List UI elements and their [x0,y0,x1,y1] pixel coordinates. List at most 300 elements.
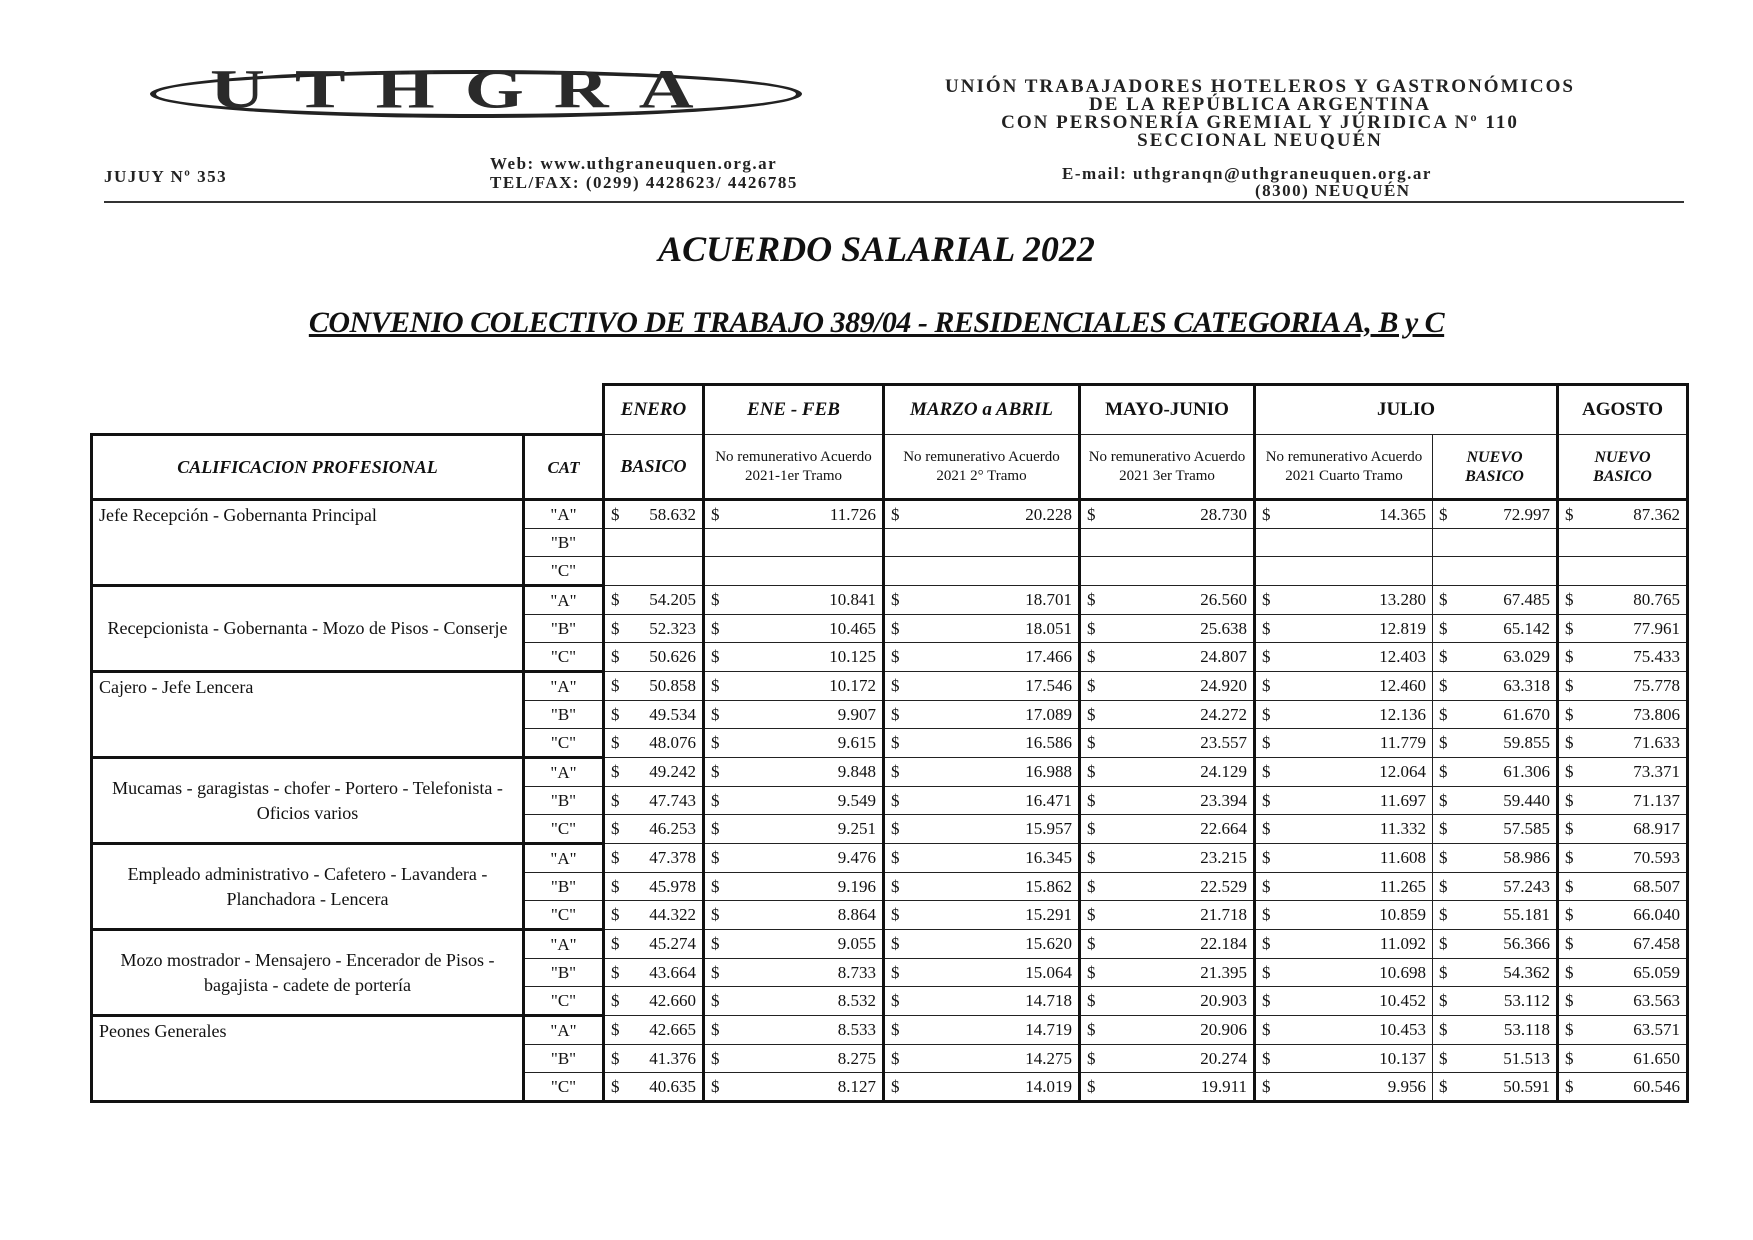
value-cell [604,930,704,959]
value-cell [1080,758,1255,787]
amount: 14.019 [1025,1076,1072,1096]
table-row [92,930,1688,959]
amount: 28.730 [1200,504,1247,524]
value-cell [604,557,704,586]
value-cell [1433,787,1558,815]
currency-symbol: $ [611,733,620,752]
amount: 70.593 [1633,848,1680,867]
amount: 72.997 [1503,504,1550,524]
amount: 42.660 [649,991,696,1010]
value-cell [1080,557,1255,586]
value-cell [604,901,704,930]
amount: 73.371 [1633,762,1680,781]
currency-symbol: $ [891,1076,900,1096]
amount: 10.125 [829,647,876,666]
category-cell: "B" [524,787,604,815]
value-cell [1255,1045,1433,1073]
currency-symbol: $ [611,962,620,982]
value-cell [1558,1045,1688,1073]
currency-symbol: $ [611,590,620,609]
currency-symbol: $ [891,848,900,867]
amount: 22.529 [1200,876,1247,896]
amount: 14.275 [1025,1048,1072,1068]
currency-symbol: $ [711,962,720,982]
amount: 16.345 [1025,848,1072,867]
currency-symbol: $ [1439,762,1448,781]
amount: 9.251 [837,819,876,838]
amount: 15.064 [1025,962,1072,982]
value-cell [704,643,884,672]
currency-symbol: $ [891,905,900,924]
amount: 11.608 [1379,848,1426,867]
category-cell: "B" [524,873,604,901]
currency-symbol: $ [1087,733,1096,752]
value-cell [884,959,1080,987]
value-cell [1255,615,1433,643]
value-cell [604,873,704,901]
value-cell [604,758,704,787]
currency-symbol: $ [1565,848,1574,867]
value-cell [1255,701,1433,729]
month-julio: JULIO [1255,385,1558,435]
amount: 63.318 [1503,676,1550,695]
value-cell [884,844,1080,873]
value-cell [1080,930,1255,959]
value-cell [1433,873,1558,901]
currency-symbol: $ [1439,1020,1448,1039]
value-cell [1558,1016,1688,1045]
currency-symbol: $ [1087,618,1096,638]
currency-symbol: $ [1087,1048,1096,1068]
amount: 52.323 [649,618,696,638]
role-cell: Mozo mostrador - Mensajero - Encerador de Pisos - bagajista - cadete de portería [92,930,524,1016]
amount: 45.274 [649,934,696,953]
currency-symbol: $ [1439,1076,1448,1096]
role-cell: Cajero - Jefe Lencera [92,672,524,758]
value-cell [604,844,704,873]
amount: 50.626 [649,647,696,666]
currency-symbol: $ [1087,504,1096,524]
table-row [92,844,1688,873]
currency-symbol: $ [711,905,720,924]
currency-symbol: $ [711,647,720,666]
amount: 18.701 [1025,590,1072,609]
amount: 16.988 [1025,762,1072,781]
currency-symbol: $ [611,618,620,638]
currency-symbol: $ [711,1020,720,1039]
currency-symbol: $ [611,504,620,524]
value-cell [1558,815,1688,844]
amount: 8.533 [837,1020,876,1039]
value-cell [1433,586,1558,615]
amount: 23.215 [1200,848,1247,867]
currency-symbol: $ [611,1048,620,1068]
amount: 47.743 [649,790,696,810]
currency-symbol: $ [891,934,900,953]
currency-symbol: $ [1565,618,1574,638]
currency-symbol: $ [1565,905,1574,924]
currency-symbol: $ [1439,733,1448,752]
currency-symbol: $ [611,704,620,724]
amount: 50.591 [1503,1076,1550,1096]
role-cell: Jefe Recepción - Gobernanta Principal [92,500,524,586]
amount: 24.129 [1200,762,1247,781]
value-cell [604,787,704,815]
table-body [92,500,1688,1102]
amount: 12.819 [1379,618,1426,638]
value-cell [1255,672,1433,701]
currency-symbol: $ [1087,647,1096,666]
currency-symbol: $ [711,1048,720,1068]
value-cell [884,1073,1080,1102]
value-cell [1558,643,1688,672]
value-cell [1558,844,1688,873]
amount: 68.917 [1633,819,1680,838]
currency-symbol: $ [1087,762,1096,781]
col-header-ene-feb: No remunerativo Acuerdo 2021-1er Tramo [704,435,884,500]
category-cell: "A" [524,586,604,615]
value-cell [884,643,1080,672]
value-cell [604,1045,704,1073]
amount: 50.858 [649,676,696,695]
currency-symbol: $ [1087,819,1096,838]
column-header-row [92,435,1688,500]
amount: 20.228 [1025,504,1072,524]
currency-symbol: $ [1262,991,1271,1010]
value-cell [1080,643,1255,672]
amount: 66.040 [1633,905,1680,924]
amount: 63.029 [1503,647,1550,666]
amount: 53.112 [1503,991,1550,1010]
amount: 22.184 [1200,934,1247,953]
col-header-agosto-nuevo-basico: NUEVO BASICO [1558,435,1688,500]
month-marzo-abril: MARZO a ABRIL [884,385,1080,435]
category-cell: "A" [524,500,604,529]
amount: 71.137 [1633,790,1680,810]
currency-symbol: $ [1565,962,1574,982]
value-cell [1433,901,1558,930]
currency-symbol: $ [1565,1020,1574,1039]
currency-symbol: $ [711,790,720,810]
amount: 20.274 [1200,1048,1247,1068]
value-cell [704,787,884,815]
currency-symbol: $ [611,762,620,781]
currency-symbol: $ [711,676,720,695]
currency-symbol: $ [1262,905,1271,924]
value-cell [1433,643,1558,672]
value-cell [1255,815,1433,844]
amount: 56.366 [1503,934,1550,953]
currency-symbol: $ [1439,876,1448,896]
amount: 17.466 [1025,647,1072,666]
currency-symbol: $ [711,618,720,638]
amount: 15.957 [1025,819,1072,838]
currency-symbol: $ [1262,590,1271,609]
amount: 20.903 [1200,991,1247,1010]
amount: 15.620 [1025,934,1072,953]
currency-symbol: $ [1087,1076,1096,1096]
uthgra-logo [150,60,790,130]
currency-symbol: $ [891,647,900,666]
currency-symbol: $ [891,733,900,752]
value-cell [704,930,884,959]
value-cell [1433,500,1558,529]
value-cell [1080,787,1255,815]
value-cell [1433,959,1558,987]
amount: 23.557 [1200,733,1247,752]
amount: 24.272 [1200,704,1247,724]
value-cell [1558,930,1688,959]
header-divider [104,201,1684,203]
value-cell [704,586,884,615]
web-address: Web: www.uthgraneuquen.org.ar [490,154,778,173]
amount: 9.055 [837,934,876,953]
currency-symbol: $ [1087,991,1096,1010]
value-cell [704,959,884,987]
currency-symbol: $ [1565,991,1574,1010]
value-cell [1433,815,1558,844]
value-cell [604,672,704,701]
value-cell [1433,987,1558,1016]
currency-symbol: $ [711,991,720,1010]
value-cell [884,873,1080,901]
value-cell [604,586,704,615]
currency-symbol: $ [1439,962,1448,982]
amount: 9.615 [837,733,876,752]
value-cell [1255,844,1433,873]
amount: 67.485 [1503,590,1550,609]
currency-symbol: $ [1262,1048,1271,1068]
category-cell: "A" [524,844,604,873]
value-cell [1080,729,1255,758]
currency-symbol: $ [611,647,620,666]
value-cell [1080,672,1255,701]
currency-symbol: $ [891,819,900,838]
col-header-role: CALIFICACION PROFESIONAL [92,435,524,500]
currency-symbol: $ [1439,676,1448,695]
amount: 10.137 [1379,1048,1426,1068]
currency-symbol: $ [711,762,720,781]
value-cell [604,815,704,844]
value-cell [1433,529,1558,557]
value-cell [1558,701,1688,729]
value-cell [1558,1073,1688,1102]
currency-symbol: $ [1439,934,1448,953]
col-header-mar-abr: No remunerativo Acuerdo 2021 2° Tramo [884,435,1080,500]
currency-symbol: $ [1439,618,1448,638]
amount: 87.362 [1633,504,1680,524]
value-cell [1433,557,1558,586]
value-cell [1080,987,1255,1016]
category-cell: "C" [524,557,604,586]
amount: 49.242 [649,762,696,781]
currency-symbol: $ [891,1048,900,1068]
amount: 54.205 [649,590,696,609]
value-cell [704,1016,884,1045]
value-cell [1558,500,1688,529]
amount: 58.632 [649,504,696,524]
amount: 8.864 [837,905,876,924]
value-cell [704,557,884,586]
currency-symbol: $ [1262,819,1271,838]
currency-symbol: $ [1087,704,1096,724]
amount: 14.719 [1025,1020,1072,1039]
amount: 24.807 [1200,647,1247,666]
amount: 41.376 [649,1048,696,1068]
amount: 14.365 [1379,504,1426,524]
currency-symbol: $ [1087,876,1096,896]
value-cell [1558,901,1688,930]
amount: 57.243 [1503,876,1550,896]
currency-symbol: $ [1439,790,1448,810]
amount: 8.532 [837,991,876,1010]
category-cell: "A" [524,672,604,701]
amount: 11.265 [1379,876,1426,896]
value-cell [884,815,1080,844]
amount: 21.718 [1200,905,1247,924]
value-cell [884,557,1080,586]
value-cell [1255,930,1433,959]
currency-symbol: $ [1439,991,1448,1010]
value-cell [704,1045,884,1073]
currency-symbol: $ [1087,790,1096,810]
amount: 18.051 [1025,618,1072,638]
currency-symbol: $ [891,504,900,524]
amount: 75.778 [1633,676,1680,695]
amount: 57.585 [1503,819,1550,838]
currency-symbol: $ [1565,790,1574,810]
value-cell [1255,901,1433,930]
value-cell [1080,815,1255,844]
amount: 10.698 [1379,962,1426,982]
amount: 40.635 [649,1076,696,1096]
amount: 15.291 [1025,905,1072,924]
col-header-julio-nuevo-basico: NUEVO BASICO [1433,435,1558,500]
value-cell [884,987,1080,1016]
currency-symbol: $ [611,1020,620,1039]
amount: 60.546 [1633,1076,1680,1096]
value-cell [1255,557,1433,586]
amount: 48.076 [649,733,696,752]
amount: 17.546 [1025,676,1072,695]
value-cell [1558,787,1688,815]
amount: 42.665 [649,1020,696,1039]
col-header-julio-nr: No remunerativo Acuerdo 2021 Cuarto Tramo [1255,435,1433,500]
amount: 20.906 [1200,1020,1247,1039]
category-cell: "B" [524,529,604,557]
value-cell [884,701,1080,729]
amount: 11.332 [1379,819,1426,838]
amount: 15.862 [1025,876,1072,896]
category-cell: "A" [524,930,604,959]
value-cell [1433,930,1558,959]
currency-symbol: $ [611,676,620,695]
currency-symbol: $ [1262,647,1271,666]
month-header-row [92,385,1688,435]
value-cell [704,987,884,1016]
amount: 25.638 [1200,618,1247,638]
value-cell [1558,615,1688,643]
value-cell [1255,1073,1433,1102]
amount: 22.664 [1200,819,1247,838]
currency-symbol: $ [611,819,620,838]
value-cell [1433,672,1558,701]
amount: 8.275 [837,1048,876,1068]
category-cell: "B" [524,615,604,643]
value-cell [704,729,884,758]
amount: 11.697 [1379,790,1426,810]
amount: 19.911 [1200,1076,1247,1096]
amount: 51.513 [1503,1048,1550,1068]
value-cell [1080,1016,1255,1045]
value-cell [1558,557,1688,586]
value-cell [1255,1016,1433,1045]
value-cell [1080,1045,1255,1073]
value-cell [604,959,704,987]
category-cell: "C" [524,643,604,672]
currency-symbol: $ [1565,819,1574,838]
currency-symbol: $ [1439,848,1448,867]
value-cell [1558,586,1688,615]
currency-symbol: $ [1439,590,1448,609]
value-cell [1080,901,1255,930]
currency-symbol: $ [891,962,900,982]
currency-symbol: $ [1565,704,1574,724]
amount: 46.253 [649,819,696,838]
value-cell [704,500,884,529]
value-cell [704,901,884,930]
currency-symbol: $ [611,905,620,924]
value-cell [884,529,1080,557]
currency-symbol: $ [711,1076,720,1096]
currency-symbol: $ [891,876,900,896]
value-cell [884,586,1080,615]
amount: 9.907 [837,704,876,724]
value-cell [1558,529,1688,557]
amount: 67.458 [1633,934,1680,953]
amount: 10.453 [1379,1020,1426,1039]
currency-symbol: $ [1262,790,1271,810]
value-cell [1558,873,1688,901]
currency-symbol: $ [1565,504,1574,524]
header-spacer [92,385,604,435]
org-line: UNIÓN TRABAJADORES HOTELEROS Y GASTRONÓMICOS [945,76,1575,97]
category-cell: "B" [524,1045,604,1073]
value-cell [1080,844,1255,873]
org-line: DE LA REPÚBLICA ARGENTINA [1089,94,1431,115]
value-cell [884,1045,1080,1073]
currency-symbol: $ [891,590,900,609]
currency-symbol: $ [711,934,720,953]
currency-symbol: $ [1262,876,1271,896]
category-cell: "B" [524,959,604,987]
currency-symbol: $ [1565,647,1574,666]
value-cell [884,930,1080,959]
currency-symbol: $ [1565,733,1574,752]
value-cell [884,758,1080,787]
value-cell [704,701,884,729]
currency-symbol: $ [1565,876,1574,896]
currency-symbol: $ [1439,819,1448,838]
currency-symbol: $ [1565,1076,1574,1096]
tel-fax: TEL/FAX: (0299) 4428623/ 4426785 [490,173,798,192]
amount: 53.118 [1503,1020,1550,1039]
currency-symbol: $ [711,590,720,609]
currency-symbol: $ [1565,1048,1574,1068]
amount: 65.059 [1633,962,1680,982]
currency-symbol: $ [711,504,720,524]
value-cell [1558,729,1688,758]
